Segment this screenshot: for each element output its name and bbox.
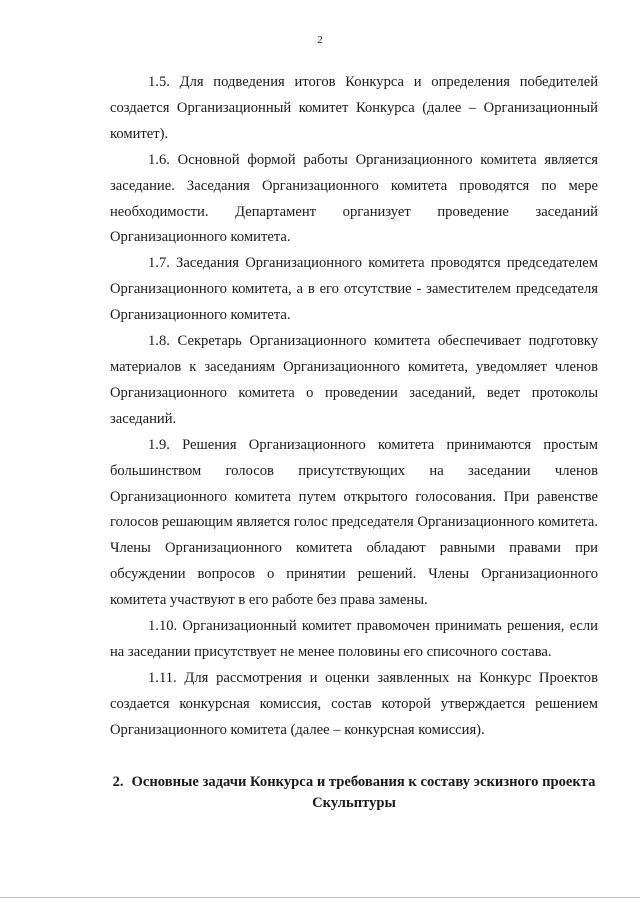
document-body bbox=[110, 70, 598, 744]
paragraph-1-8: 1.8. Секретарь Организационного комитета обеспечивает подготовку материалов к заседаниям Организационного комитета, уведомляет членов Организационного комитета о проведении заседаний, ведет протоколы заседаний. bbox=[110, 333, 598, 427]
page-number: 2 bbox=[317, 34, 323, 46]
paragraph-1-10: 1.10. Организационный комитет правомочен принимать решения, если на заседании присутствует не менее половины его списочного состава. bbox=[110, 618, 598, 660]
paragraph-1-9: 1.9. Решения Организационного комитета принимаются простым большинством голосов присутствующих на заседании членов Организационного комитета путем открытого голосования. При равенстве голосов решающим является голос председателя Организационного комитета. Члены Организационного комитета обладают равными правами при обсуждении вопросов о принятии решений. Члены Организационного комитета участвуют в его работе без права замены. bbox=[110, 436, 598, 609]
paragraph-1-6: 1.6. Основной формой работы Организационного комитета является заседание. Заседания Организационного комитета проводятся по мере необходимости. Департамент организует проведение заседаний Организационного комитета. bbox=[110, 151, 598, 246]
paragraph-1-5: 1.5. Для подведения итогов Конкурса и определения победителей создается Организационный комитет Конкурса (далее – Организационный комитет). bbox=[110, 74, 598, 142]
section-heading bbox=[110, 772, 598, 814]
section-number: 2. bbox=[112, 774, 124, 790]
paragraph-1-7: 1.7. Заседания Организационного комитета проводятся председателем Организационного комитета, а в его отсутствие - заместителем председателя Организационного комитета. bbox=[110, 255, 598, 324]
scan-edge-line bbox=[0, 897, 640, 898]
section-title: Основные задачи Конкурса и требования к составу эскизного проекта Скульптуры bbox=[131, 774, 596, 811]
paragraph-1-11: 1.11. Для рассмотрения и оценки заявленных на Конкурс Проектов создается конкурсная комиссия, состав которой утверждается решением Организационного комитета (далее – конкурсная комиссия). bbox=[110, 669, 598, 738]
